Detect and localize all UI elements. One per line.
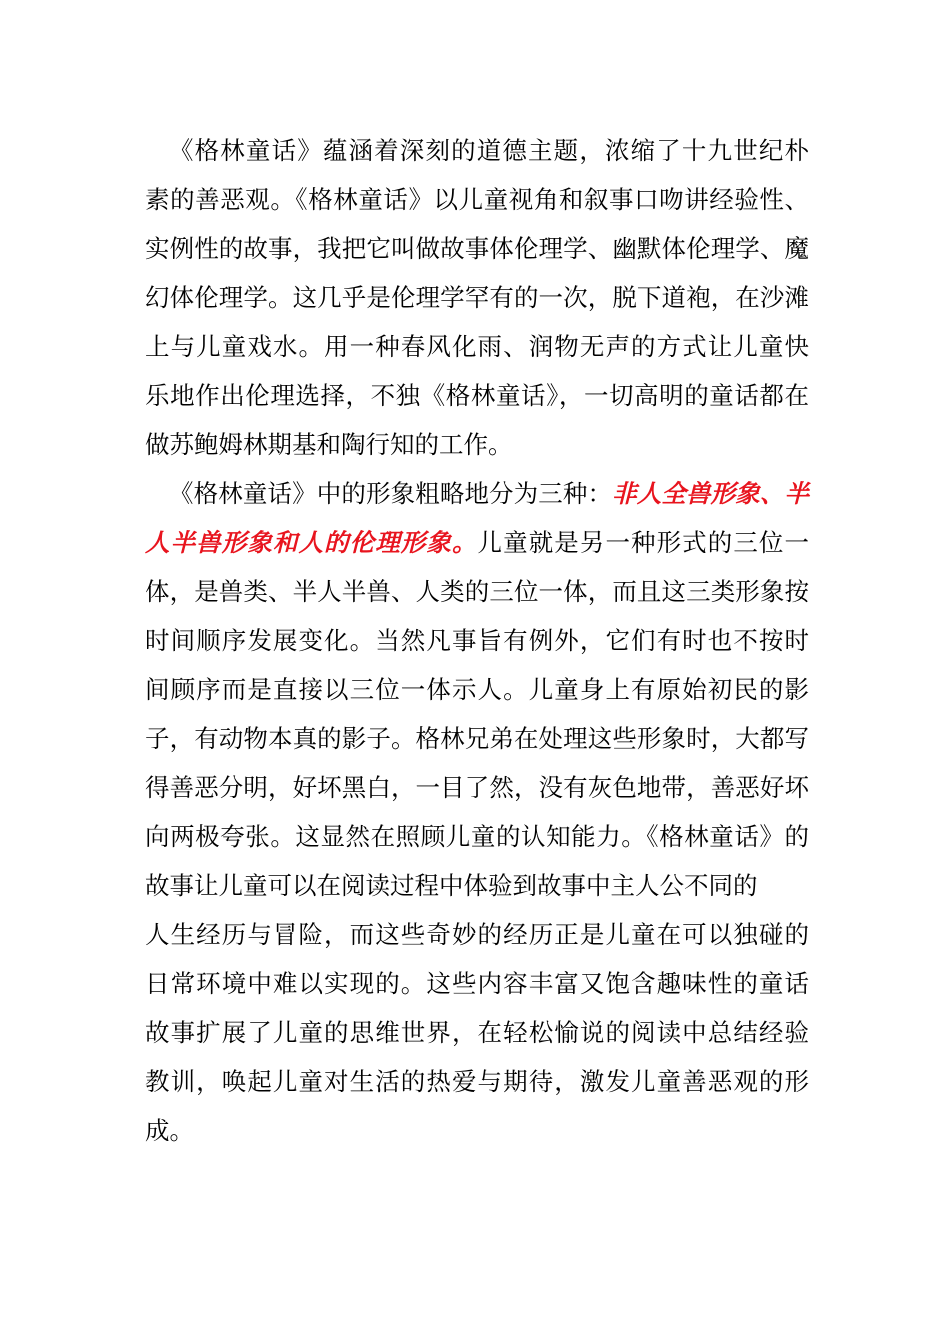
paragraph-2 <box>145 469 809 1155</box>
text-line: 故事扩展了儿童的思维世界，在轻松愉说的阅读中总结经验 <box>145 1018 809 1047</box>
emphasized-text: 非人全兽形象、半 <box>612 479 810 508</box>
text-line: 故事让儿童可以在阅读过程中体验到故事中主人公不同的 <box>145 871 758 900</box>
text-line: 实例性的故事，我把它叫做故事体伦理学、幽默体伦理学、魔 <box>145 234 809 263</box>
text-line <box>145 469 809 518</box>
text-line: 日常环境中难以实现的。这些内容丰富又饱含趣味性的童话 <box>145 969 809 998</box>
text-line: 乐地作出伦理选择，不独《格林童话》，一切高明的童话都在 <box>145 381 809 410</box>
text-line: 《格林童话》蕴涵着深刻的道德主题，浓缩了十九世纪朴 <box>169 136 809 165</box>
text-line: 体，是兽类、半人半兽、人类的三位一体，而且这三类形象按 <box>145 577 809 606</box>
emphasized-text: 人半兽形象和人的伦理形象。 <box>145 528 478 557</box>
plain-text: 儿童就是另一种形式的三位一 <box>477 528 810 557</box>
text-line: 成。 <box>145 1116 194 1145</box>
plain-text: 《格林童话》中的形象粗略地分为三种： <box>169 479 613 508</box>
text-line <box>145 518 809 567</box>
text-line: 子，有动物本真的影子。格林兄弟在处理这些形象时，大都写 <box>145 724 809 753</box>
text-line: 时间顺序发展变化。当然凡事旨有例外，它们有时也不按时 <box>145 626 809 655</box>
text-line: 上与儿童戏水。用一种春风化雨、润物无声的方式让儿童快 <box>145 332 809 361</box>
document-page <box>145 126 809 1155</box>
text-line: 做苏鲍姆林期基和陶行知的工作。 <box>145 430 513 459</box>
paragraph-1 <box>145 126 809 469</box>
text-line: 素的善恶观。《格林童话》以儿童视角和叙事口吻讲经验性、 <box>145 185 809 214</box>
text-line: 得善恶分明，好坏黑白，一目了然，没有灰色地带，善恶好坏 <box>145 773 809 802</box>
text-line: 教训，唤起儿童对生活的热爱与期待，激发儿童善恶观的形 <box>145 1067 809 1096</box>
text-line: 向两极夸张。这显然在照顾儿童的认知能力。《格林童话》的 <box>145 822 809 851</box>
text-line: 幻体伦理学。这几乎是伦理学罕有的一次，脱下道袍，在沙滩 <box>145 283 809 312</box>
text-line: 人生经历与冒险，而这些奇妙的经历正是儿童在可以独碰的 <box>145 920 809 949</box>
text-line: 间顾序而是直接以三位一体示人。儿童身上有原始初民的影 <box>145 675 809 704</box>
